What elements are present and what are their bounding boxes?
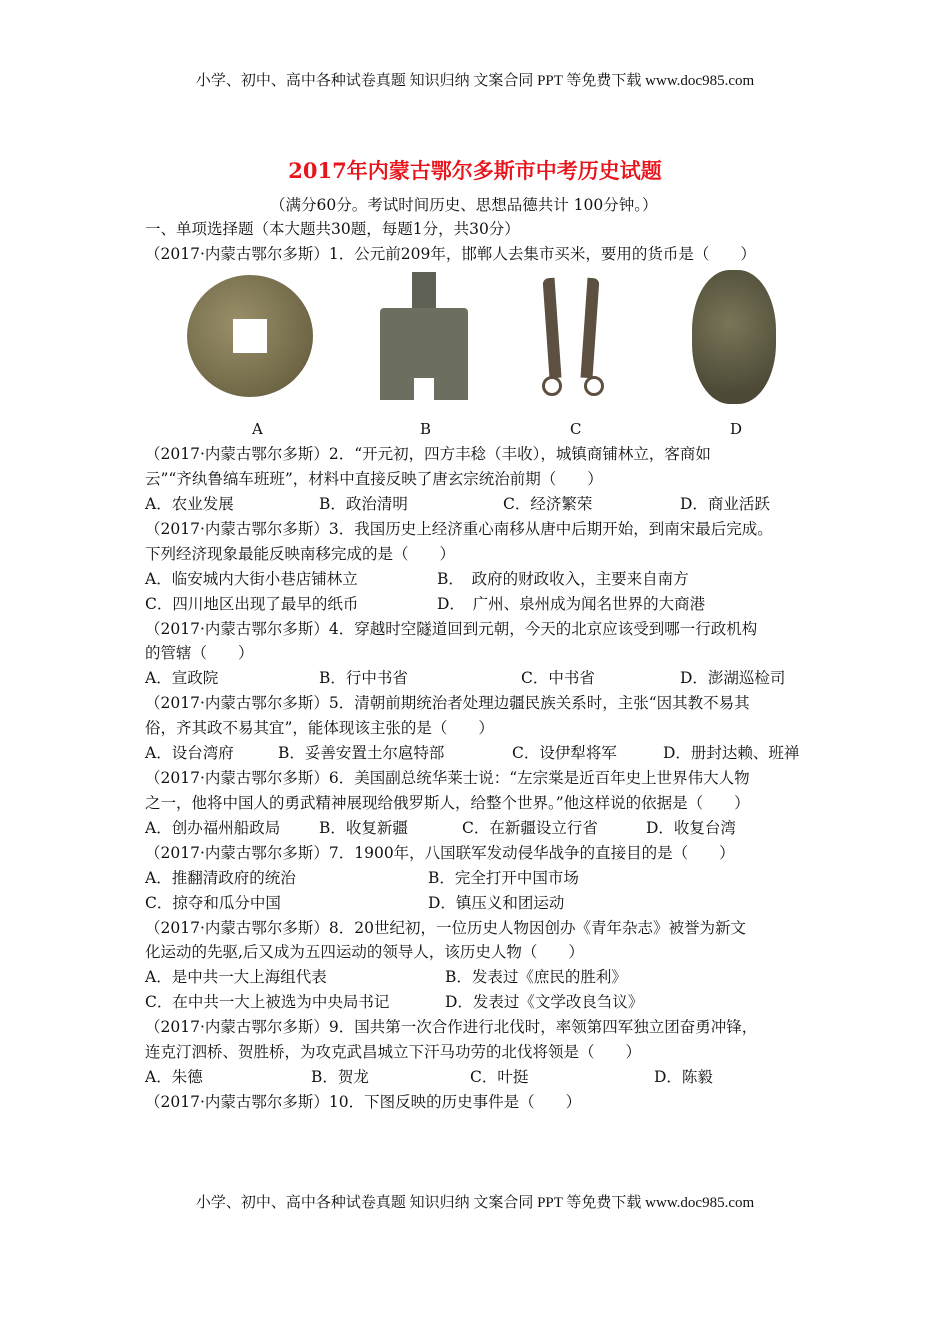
- question-5-line: （2017·内蒙古鄂尔多斯）5．清朝前期统治者处理边疆民族关系时，主张“因其教不易其: [145, 694, 750, 712]
- q7-option-b: B．完全打开中国市场: [428, 869, 579, 887]
- q3-option-a: A．临安城内大街小巷店铺林立: [145, 570, 358, 588]
- q3-option-d: D． 广州、泉州成为闻名世界的大商港: [437, 595, 706, 613]
- q9-option-d: D．陈毅: [654, 1068, 713, 1086]
- q6-option-c: C．在新疆设立行省: [462, 819, 598, 837]
- coin-image-a: [187, 275, 313, 397]
- q5-option-a: A．设台湾府: [145, 744, 234, 762]
- question-10-line: （2017·内蒙古鄂尔多斯）10．下图反映的历史事件是（ ）: [145, 1093, 582, 1111]
- question-6-line: 之一，他将中国人的勇武精神展现给俄罗斯人，给整个世界。”他这样说的依据是（ ）: [145, 794, 750, 812]
- q4-option-b: B．行中书省: [319, 669, 408, 687]
- q8-option-a: A．是中共一大上海组代表: [145, 968, 327, 986]
- question-7-line: （2017·内蒙古鄂尔多斯）7．1900年，八国联军发动侵华战争的直接目的是（ ）: [145, 844, 735, 862]
- question-9-line: （2017·内蒙古鄂尔多斯）9．国共第一次合作进行北伐时，率领第四军独立团奋勇冲锋，: [145, 1018, 758, 1036]
- page-footer: 小学、初中、高中各种试卷真题 知识归纳 文案合同 PPT 等免费下载 www.doc985.com: [195, 1195, 755, 1211]
- question-2-line: （2017·内蒙古鄂尔多斯）2．“开元初，四方丰稔（丰收），城镇商铺林立，客商如: [145, 445, 711, 463]
- question-3-line: （2017·内蒙古鄂尔多斯）3．我国历史上经济重心南移从唐中后期开始，到南宋最后完成。: [145, 520, 773, 538]
- question-8-line: （2017·内蒙古鄂尔多斯）8．20世纪初，一位历史人物因创办《青年杂志》被誉为新文: [145, 919, 746, 937]
- q8-option-b: B．发表过《庶民的胜利》: [445, 968, 627, 986]
- q4-option-c: C．中书省: [521, 669, 595, 687]
- q2-option-d: D．商业活跃: [680, 495, 770, 513]
- question-4-line: （2017·内蒙古鄂尔多斯）4．穿越时空隧道回到元朝，今天的北京应该受到哪一行政机构: [145, 620, 758, 638]
- coin-image-b: [378, 272, 470, 400]
- q6-option-b: B．收复新疆: [319, 819, 408, 837]
- q6-option-d: D．收复台湾: [646, 819, 736, 837]
- q7-option-c: C．掠夺和瓜分中国: [145, 894, 281, 912]
- q7-option-d: D．镇压义和团运动: [428, 894, 565, 912]
- q6-option-a: A．创办福州船政局: [145, 819, 281, 837]
- q7-option-a: A．推翻清政府的统治: [145, 869, 296, 887]
- page-header: 小学、初中、高中各种试卷真题 知识归纳 文案合同 PPT 等免费下载 www.doc985.com: [195, 73, 755, 89]
- q5-option-c: C．设伊犁将军: [512, 744, 617, 762]
- option-label-b: B: [420, 420, 432, 438]
- q2-option-c: C．经济繁荣: [503, 495, 593, 513]
- question-5-line: 俗，齐其政不易其宜”，能体现该主张的是（ ）: [145, 719, 494, 737]
- q9-option-a: A．朱德: [145, 1068, 203, 1086]
- coin-image-d: [692, 270, 776, 404]
- q4-option-d: D．澎湖巡检司: [680, 669, 786, 687]
- question-9-line: 连克汀泗桥、贺胜桥，为攻克武昌城立下汗马功劳的北伐将领是（ ）: [145, 1043, 642, 1061]
- option-label-d: D: [730, 420, 743, 438]
- q5-option-d: D．册封达赖、班禅: [663, 744, 800, 762]
- question-1: （2017·内蒙古鄂尔多斯）1．公元前209年，邯郸人去集市买米，要用的货币是（ ）: [145, 245, 756, 263]
- question-2-line: 云”“齐纨鲁缟车班班”，材料中直接反映了唐玄宗统治前期（ ）: [145, 470, 603, 488]
- q4-option-a: A．宣政院: [145, 669, 219, 687]
- q5-option-b: B．妥善安置土尔扈特部: [278, 744, 445, 762]
- question-8-line: 化运动的先驱,后又成为五四运动的领导人，该历史人物（ ）: [145, 943, 584, 961]
- q3-option-c: C．四川地区出现了最早的纸币: [145, 595, 359, 613]
- section-heading: 一、单项选择题（本大题共30题，每题1分，共30分）: [145, 220, 520, 238]
- question-6-line: （2017·内蒙古鄂尔多斯）6．美国副总统华莱士说：“左宗棠是近百年史上世界伟大人物: [145, 769, 750, 787]
- subtitle: （满分60分。考试时间历史、思想品德共计 100分钟。）: [270, 196, 658, 214]
- q9-option-b: B．贺龙: [311, 1068, 369, 1086]
- option-label-c: C: [570, 420, 582, 438]
- option-label-a: A: [252, 420, 263, 438]
- q2-option-a: A．农业发展: [145, 495, 234, 513]
- q8-option-c: C．在中共一大上被选为中央局书记: [145, 993, 390, 1011]
- question-4-line: 的管辖（ ）: [145, 644, 254, 662]
- page-title: 2017年内蒙古鄂尔多斯市中考历史试题: [288, 158, 662, 183]
- q3-option-b: B． 政府的财政收入，主要来自南方: [437, 570, 689, 588]
- q9-option-c: C．叶挺: [470, 1068, 529, 1086]
- question-3-line: 下列经济现象最能反映南移完成的是（ ）: [145, 545, 456, 563]
- q8-option-d: D．发表过《文学改良刍议》: [445, 993, 644, 1011]
- coin-image-c: [540, 278, 606, 396]
- q2-option-b: B．政治清明: [319, 495, 408, 513]
